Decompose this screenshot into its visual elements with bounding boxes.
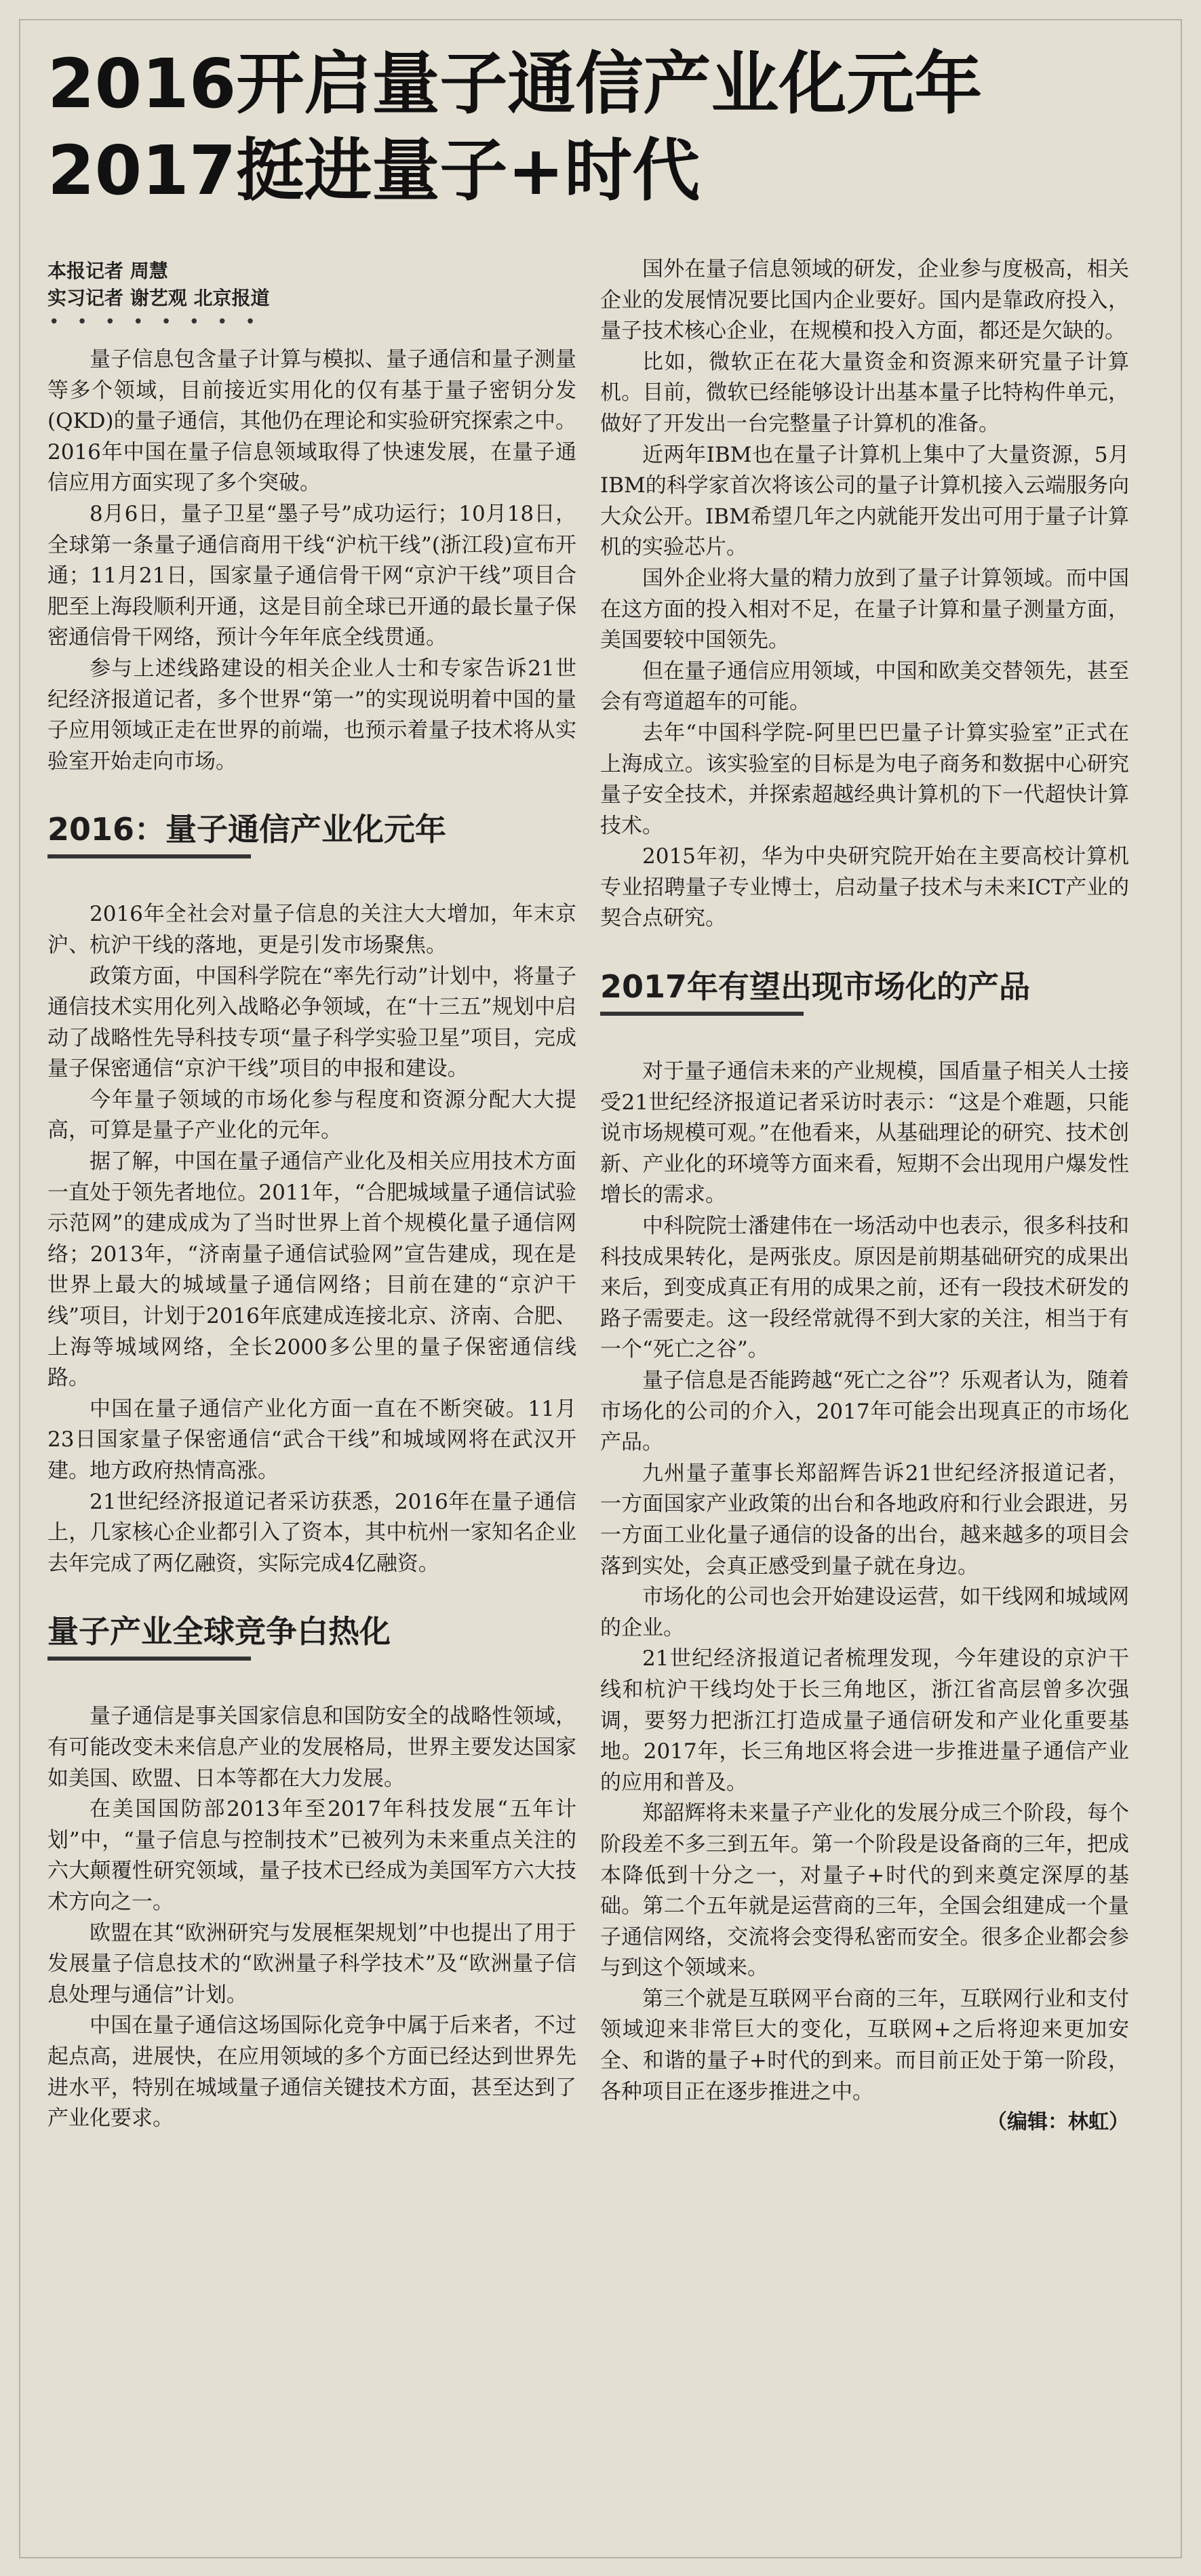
paragraph: 据了解，中国在量子通信产业化及相关应用技术方面一直处于领先者地位。2011年，“合肥城域量子通信试验示范网”的建成成为了当时世界上首个规模化量子通信网络；2013年，“济南量子通信试验网”宣告建成，现在是世界上最大的城域量子通信网络；目前在建的“京沪干线”项目，计划于2016年底建成连接北京、济南、合肥、上海等城域网络，全长2000多公里的量子保密通信线路。 (47, 1149, 576, 1391)
paragraph: 2016年全社会对量子信息的关注大大增加，年末京沪、杭沪干线的落地，更是引发市场聚焦。 (47, 902, 576, 957)
right-column (600, 254, 1129, 2137)
headline-line-2: 2017挺进量子+时代 (47, 131, 701, 210)
paragraph: 市场化的公司也会开始建设运营，如干线网和城域网的企业。 (600, 1585, 1129, 1640)
paragraph: 量子信息包含量子计算与模拟、量子通信和量子测量等多个领域，目前接近实用化的仅有基于量子密钥分发(QKD)的量子通信，其他仍在理论和实验研究探索之中。2016年中国在量子信息领域取得了快速发展，在量子通信应用方面实现了多个突破。 (47, 347, 576, 496)
paragraph: 政策方面，中国科学院在“率先行动”计划中，将量子通信技术实用化列入战略必争领域，在“十三五”规划中启动了战略性先导科技专项“量子科学实验卫星”项目，完成量子保密通信“京沪干线”项目的申报和建设。 (47, 964, 576, 1082)
paragraph: 参与上述线路建设的相关企业人士和专家告诉21世纪经济报道记者，多个世界“第一”的实现说明着中国的量子应用领域正走在世界的前端，也预示着量子技术将从实验室开始走向市场。 (47, 656, 576, 774)
paragraph: 国外企业将大量的精力放到了量子计算领域。而中国在这方面的投入相对不足，在量子计算和量子测量方面，美国要较中国领先。 (600, 566, 1129, 653)
paragraph: 国外在量子信息领域的研发，企业参与度极高，相关企业的发展情况要比国内企业要好。国内是靠政府投入，量子技术核心企业，在规模和投入方面，都还是欠缺的。 (600, 257, 1129, 344)
editor-credit: （编辑：林虹） (987, 2110, 1129, 2135)
paragraph: 第三个就是互联网平台商的三年，互联网行业和支付领域迎来非常巨大的变化，互联网+之后将迎来更加安全、和谐的量子+时代的到来。而目前正处于第一阶段，各种项目正在逐步推进之中。 (600, 1986, 1129, 2104)
paragraph: 郑韶辉将未来量子产业化的发展分成三个阶段，每个阶段差不多三到五年。第一个阶段是设备商的三年，把成本降低到十分之一，对量子+时代的到来奠定深厚的基础。第二个五年就是运营商的三年，全国会组建成一个量子通信网络，交流将会变得私密而安全。很多企业都会参与到这个领域来。 (600, 1801, 1129, 1981)
paragraph: 比如，微软正在花大量资金和资源来研究量子计算机。目前，微软已经能够设计出基本量子比特构件单元，做好了开发出一台完整量子计算机的准备。 (600, 349, 1129, 436)
paragraph: 对于量子通信未来的产业规模，国盾量子相关人士接受21世纪经济报道记者采访时表示：“这是个难题，只能说市场规模可观。”在他看来，从基础理论的研究、技术创新、产业化的环境等方面来看，短期不会出现用户爆发性增长的需求。 (600, 1059, 1129, 1208)
paragraph: 在美国国防部2013年至2017年科技发展“五年计划”中，“量子信息与控制技术”已被列为未来重点关注的六大颠覆性研究领域，量子技术已经成为美国军方六大技术方向之一。 (47, 1797, 576, 1914)
paragraph: 今年量子领域的市场化参与程度和资源分配大大提高，可算是量子产业化的元年。 (47, 1087, 576, 1143)
paragraph: 但在量子通信应用领域，中国和欧美交替领先，甚至会有弯道超车的可能。 (600, 658, 1129, 715)
section-title-2016: 2016：量子通信产业化元年 (47, 811, 447, 848)
paragraph: 九州量子董事长郑韶辉告诉21世纪经济报道记者，一方面国家产业政策的出台和各地政府和行业会跟进，另一方面工业化量子通信的设备的出台，越来越多的项目会落到实处，会真正感受到量子就在身边。 (600, 1461, 1129, 1579)
section-title-2017: 2017年有望出现市场化的产品 (600, 968, 1031, 1006)
section-rule (47, 1657, 251, 1661)
byline-intern: 实习记者 谢艺观 北京报道 (47, 287, 270, 309)
paragraph: 去年“中国科学院-阿里巴巴量子计算实验室”正式在上海成立。该实验室的目标是为电子商务和数据中心研究量子安全技术，并探索超越经典计算机的下一代超快计算技术。 (600, 720, 1129, 838)
headline-line-1: 2016开启量子通信产业化元年 (47, 44, 983, 123)
section-rule (47, 854, 251, 858)
paragraph: 近两年IBM也在量子计算机上集中了大量资源，5月IBM的科学家首次将该公司的量子计算机接入云端服务向大众公开。IBM希望几年之内就能开发出可用于量子计算机的实验芯片。 (600, 442, 1129, 560)
byline-dots: •••••••• (49, 312, 273, 332)
paragraph: 中科院院士潘建伟在一场活动中也表示，很多科技和科技成果转化，是两张皮。原因是前期基础研究的成果出来后，到变成真正有用的成果之前，还有一段技术研发的路子需要走。这一段经常就得不到大家的关注，相当于有一个“死亡之谷”。 (600, 1214, 1129, 1362)
paragraph: 2015年初，华为中央研究院开始在主要高校计算机专业招聘量子专业博士，启动量子技术与未来ICT产业的契合点研究。 (600, 844, 1129, 931)
paragraph: 21世纪经济报道记者梳理发现，今年建设的京沪干线和杭沪干线均处于长三角地区，浙江省高层曾多次强调，要努力把浙江打造成量子通信研发和产业化重要基地。2017年，长三角地区将会进一步推进量子通信产业的应用和普及。 (600, 1646, 1129, 1795)
paragraph: 量子通信是事关国家信息和国防安全的战略性领域，有可能改变未来信息产业的发展格局，世界主要发达国家如美国、欧盟、日本等都在大力发展。 (47, 1704, 576, 1791)
paragraph: 中国在量子通信这场国际化竞争中属于后来者，不过起点高，进展快，在应用领域的多个方面已经达到世界先进水平，特别在城域量子通信关键技术方面，甚至达到了产业化要求。 (47, 2013, 576, 2131)
paragraph: 欧盟在其“欧洲研究与发展框架规划”中也提出了用于发展量子信息技术的“欧洲量子科学技术”及“欧洲量子信息处理与通信”计划。 (47, 1920, 576, 2007)
section-rule (600, 1012, 804, 1016)
byline-reporter: 本报记者 周慧 (47, 260, 168, 282)
headline (47, 41, 1160, 214)
byline (47, 258, 576, 312)
paragraph: 量子信息是否能跨越“死亡之谷”？乐观者认为，随着市场化的公司的介入，2017年可能会出现真正的市场化产品。 (600, 1368, 1129, 1455)
paragraph: 中国在量子通信产业化方面一直在不断突破。11月23日国家量子保密通信“武合干线”和城域网将在武汉开建。地方政府热情高涨。 (47, 1396, 576, 1483)
left-column (47, 258, 576, 2135)
paragraph: 21世纪经济报道记者采访获悉，2016年在量子通信上，几家核心企业都引入了资本，其中杭州一家知名企业去年完成了两亿融资，实际完成4亿融资。 (47, 1489, 576, 1576)
section-title-global-competition: 量子产业全球竞争白热化 (47, 1613, 391, 1650)
paragraph: 8月6日，量子卫星“墨子号”成功运行；10月18日，全球第一条量子通信商用干线“沪杭干线”(浙江段)宣布开通；11月21日，国家量子通信骨干网“京沪干线”项目合肥至上海段顺利开通，这是目前全球已开通的最长量子保密通信骨干网络，预计今年年底全线贯通。 (47, 501, 576, 650)
